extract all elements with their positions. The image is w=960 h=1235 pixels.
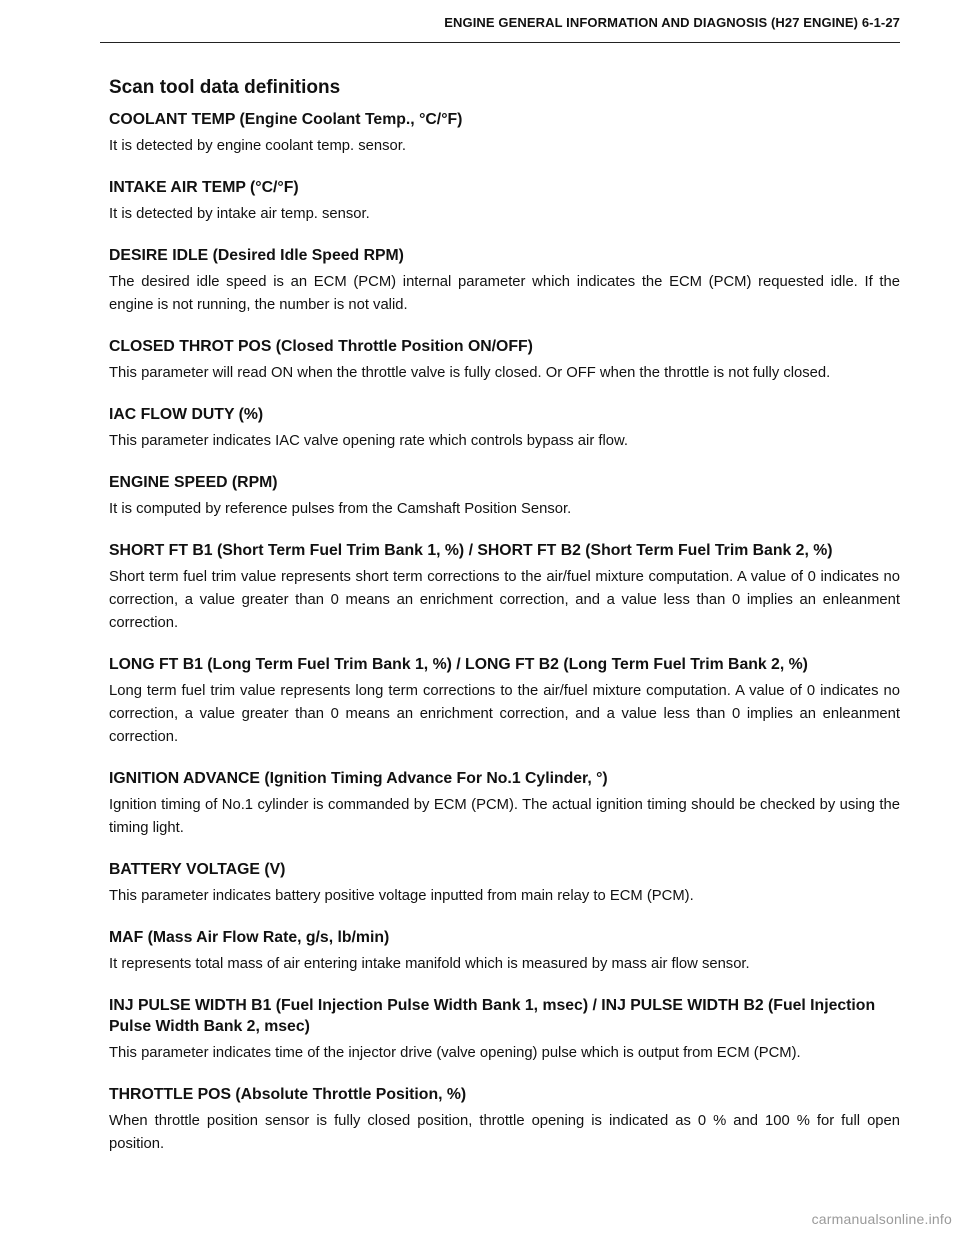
section-body: Ignition timing of No.1 cylinder is commanded by ECM (PCM). The actual ignition timing should be checked by using the timing light.	[109, 797, 900, 836]
section-coolant-temp	[109, 109, 900, 158]
section-body: It is detected by intake air temp. sensor.	[109, 206, 370, 222]
section-body: Short term fuel trim value represents short term corrections to the air/fuel mixture computation. A value of 0 indicates no correction, a value greater than 0 means an enrichment correction, and a value less than 0 implies an enleanment correction.	[109, 569, 900, 631]
section-body: This parameter indicates IAC valve opening rate which controls bypass air flow.	[109, 433, 628, 449]
section-body: It represents total mass of air entering intake manifold which is measured by mass air flow sensor.	[109, 956, 750, 972]
section-body: This parameter indicates battery positive voltage inputted from main relay to ECM (PCM).	[109, 888, 694, 904]
section-heading: SHORT FT B1 (Short Term Fuel Trim Bank 1, %) / SHORT FT B2 (Short Term Fuel Trim Bank 2, %)	[109, 542, 833, 559]
section-body: This parameter will read ON when the throttle valve is fully closed. Or OFF when the throttle is not fully closed.	[109, 365, 831, 381]
watermark-link[interactable]: carmanualsonline.info	[811, 1211, 952, 1227]
section-heading: IAC FLOW DUTY (%)	[109, 406, 264, 423]
section-body: Long term fuel trim value represents long term corrections to the air/fuel mixture computation. A value of 0 indicates no correction, a value greater than 0 means an enrichment correction, and a value less than 0 implies an enleanment correction.	[109, 683, 900, 745]
section-heading: INTAKE AIR TEMP (°C/°F)	[109, 179, 299, 196]
section-heading: THROTTLE POS (Absolute Throttle Position, %)	[109, 1086, 467, 1103]
section-short-ft	[109, 540, 900, 635]
section-body: It is detected by engine coolant temp. sensor.	[109, 138, 406, 154]
document-body	[109, 76, 900, 1175]
section-heading: MAF (Mass Air Flow Rate, g/s, lb/min)	[109, 929, 390, 946]
section-body: When throttle position sensor is fully closed position, throttle opening is indicated as 0 % and 100 % for full open position.	[109, 1113, 900, 1152]
section-heading: DESIRE IDLE (Desired Idle Speed RPM)	[109, 247, 404, 264]
section-intake-air-temp	[109, 177, 900, 226]
section-closed-throt-pos	[109, 336, 900, 385]
running-title: ENGINE GENERAL INFORMATION AND DIAGNOSIS (H27 ENGINE) 6-1-27	[444, 15, 900, 30]
section-heading: CLOSED THROT POS (Closed Throttle Position ON/OFF)	[109, 338, 533, 355]
section-heading: BATTERY VOLTAGE (V)	[109, 861, 286, 878]
section-long-ft	[109, 654, 900, 749]
section-body: This parameter indicates time of the injector drive (valve opening) pulse which is output from ECM (PCM).	[109, 1045, 801, 1061]
section-engine-speed	[109, 472, 900, 521]
section-heading: IGNITION ADVANCE (Ignition Timing Advance For No.1 Cylinder, °)	[109, 770, 608, 787]
document-title: Scan tool data definitions	[109, 77, 341, 98]
section-body: It is computed by reference pulses from the Camshaft Position Sensor.	[109, 501, 572, 517]
section-heading: LONG FT B1 (Long Term Fuel Trim Bank 1, %) / LONG FT B2 (Long Term Fuel Trim Bank 2, %)	[109, 656, 808, 673]
section-body: The desired idle speed is an ECM (PCM) internal parameter which indicates the ECM (PCM) requested idle. If the engine is not running, the number is not valid.	[109, 274, 900, 313]
section-heading: INJ PULSE WIDTH B1 (Fuel Injection Pulse Width Bank 1, msec) / INJ PULSE WIDTH B2 (Fuel Injection Pulse Width Bank 2, msec)	[109, 997, 876, 1035]
section-throttle-pos	[109, 1084, 900, 1156]
section-desire-idle	[109, 245, 900, 317]
section-heading: ENGINE SPEED (RPM)	[109, 474, 278, 491]
section-ignition-advance	[109, 768, 900, 840]
section-iac-flow-duty	[109, 404, 900, 453]
section-heading: COOLANT TEMP (Engine Coolant Temp., °C/°F)	[109, 111, 463, 128]
page-header	[100, 14, 900, 43]
section-battery-voltage	[109, 859, 900, 908]
section-maf	[109, 927, 900, 976]
section-inj-pulse-width	[109, 995, 900, 1065]
